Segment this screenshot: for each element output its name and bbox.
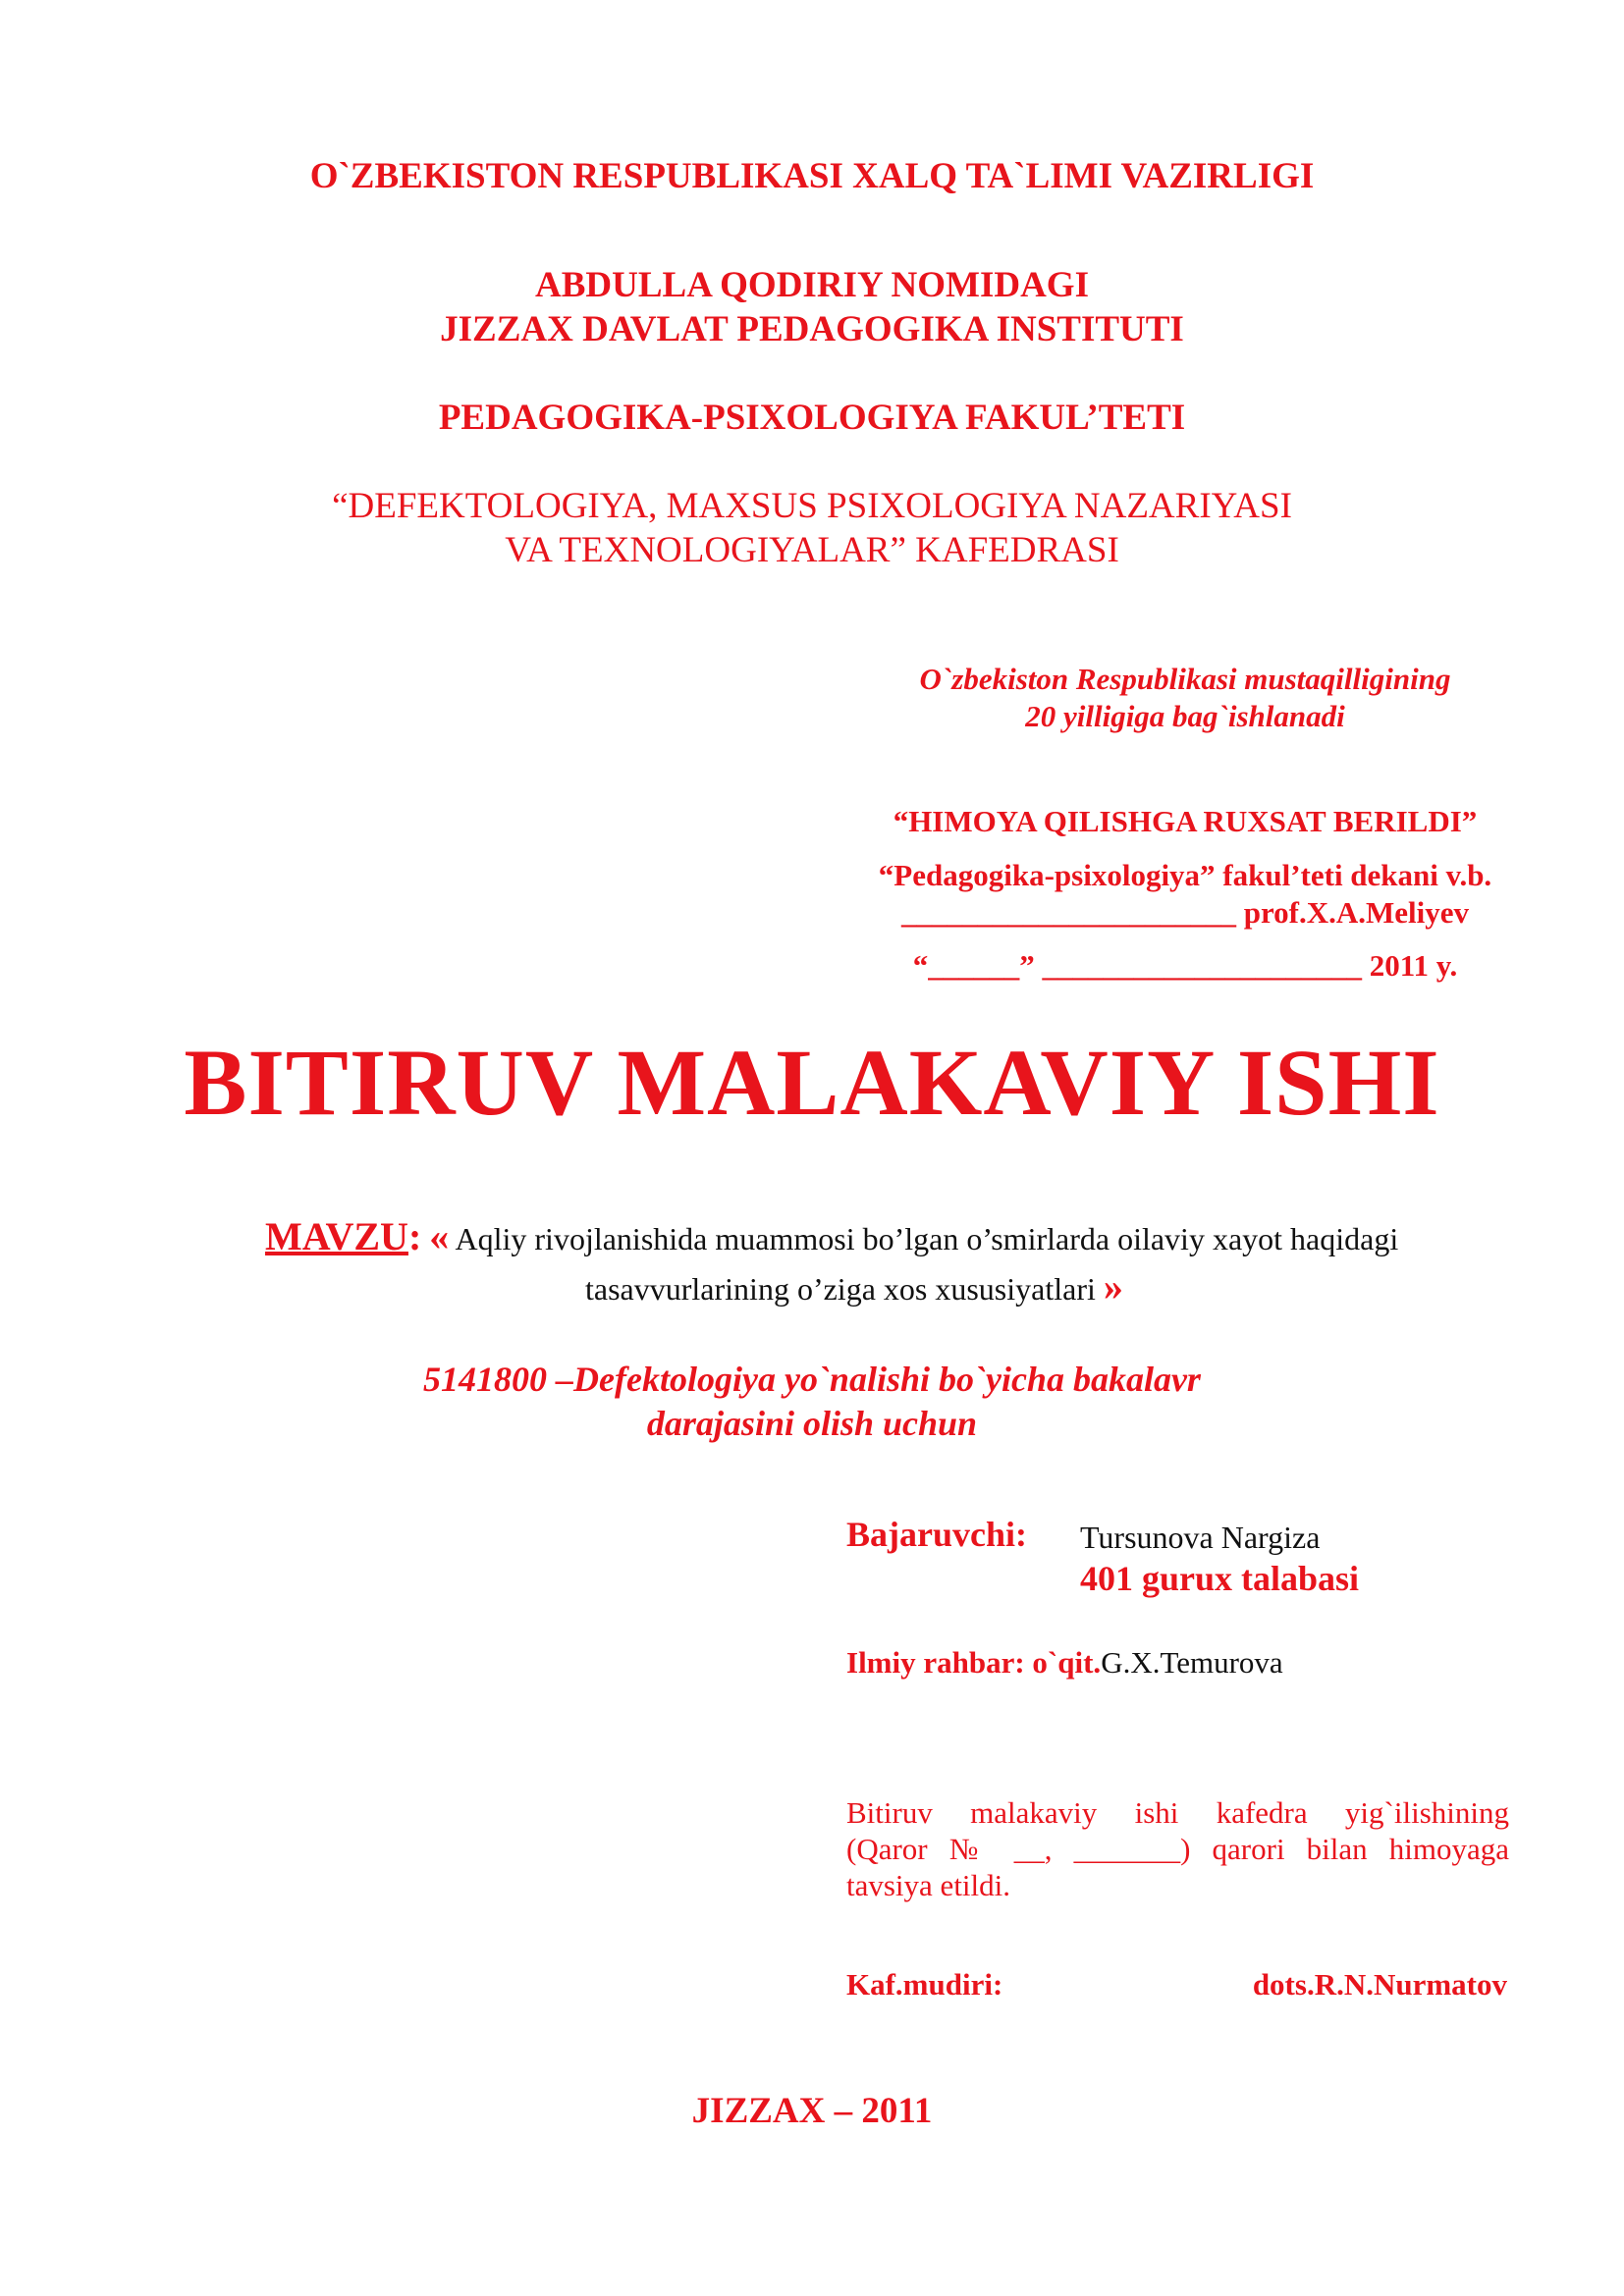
topic-open-quote: « [429,1214,450,1258]
dedication-line2: 20 yilligiga bag`ishlanadi [1025,699,1345,733]
topic-text-line2: tasavvurlarining o’ziga xos xususiyatlari [585,1271,1096,1307]
head-label: Kaf.mudiri: [846,1967,1003,2002]
institute-name-line2: JIZZAX DAVLAT PEDAGOGIKA INSTITUTI [440,309,1184,349]
faculty-name: PEDAGOGIKA-PSIXOLOGIYA FAKUL’TETI [438,398,1186,438]
executor-group: 401 gurux talabasi [1080,1559,1360,1598]
recommendation-line1: Bitiruv malakaviy ishi kafedra yig`ilishining [846,1795,1509,1830]
topic-colon: : [407,1214,422,1258]
dean-signature-line: ______________________ prof.X.A.Meliyev [900,895,1470,930]
executor-label: Bajaruvchi: [846,1515,1027,1554]
topic-label: MAVZU [265,1214,408,1258]
recommendation [846,1794,1509,1903]
topic-line2 [585,1264,1469,1308]
recommendation-line2: (Qaror № __, _______) qarori bilan himoyaga [846,1832,1509,1866]
topic-line1 [265,1214,1492,1258]
topic-text-line1: Aqliy rivojlanishida muammosi bo’lgan o’smirlarda oilaviy xayot haqidagi [455,1221,1399,1256]
degree-line2: darajasini olish uchun [646,1404,978,1443]
ministry-heading: O`ZBEKISTON RESPUBLIKASI XALQ TA`LIMI VAZIRLIGI [309,156,1315,196]
approval-date-line: “______” _____________________ 2011 y. [912,948,1458,983]
dedication [846,661,1524,735]
department-name-line1: “DEFEKTOLOGIYA, MAXSUS PSIXOLOGIYA NAZARIYASI [332,486,1292,526]
footer-city-year: JIZZAX – 2011 [691,2091,933,2131]
institute-name-line1: ABDULLA QODIRIY NOMIDAGI [535,265,1089,305]
supervisor-name: G.X.Temurova [1101,1645,1283,1680]
head-name: dots.R.N.Nurmatov [1252,1967,1507,2002]
supervisor [846,1643,1283,1682]
dean-role: “Pedagogika-psixologiya” fakul’teti dekani v.b. [878,858,1492,892]
topic-close-quote: » [1103,1264,1123,1308]
department-name-line2: VA TEXNOLOGIYALAR” KAFEDRASI [505,530,1119,570]
supervisor-label: Ilmiy rahbar: o`qit. [846,1645,1102,1680]
degree-line1: 5141800 –Defektologiya yo`nalishi bo`yicha bakalavr [423,1360,1201,1399]
dedication-line1: O`zbekiston Respublikasi mustaqilligining [919,662,1451,696]
recommendation-line3: tavsiya etildi. [846,1868,1011,1902]
work-title: BITIRUV MALAKAVIY ISHI [184,1030,1440,1135]
executor-name: Tursunova Nargiza [1080,1520,1321,1555]
approval-title: “HIMOYA QILISHGA RUXSAT BERILDI” [893,804,1478,838]
